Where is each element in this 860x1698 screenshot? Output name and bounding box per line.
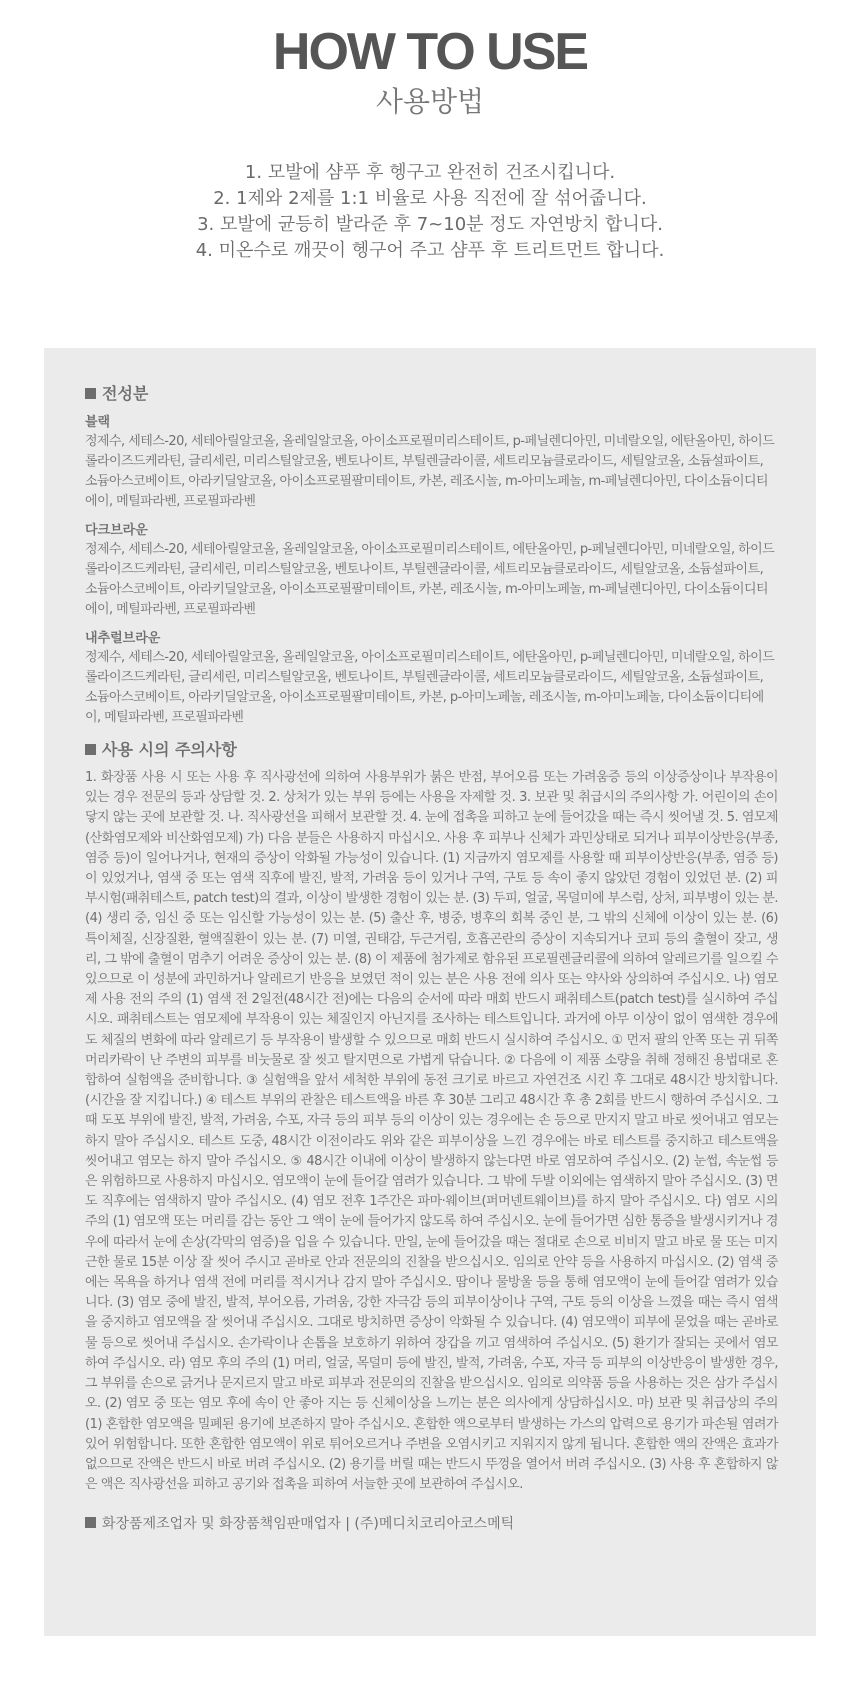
ingredients-title: 전성분 [102,384,149,403]
usage-step: 3. 모발에 균등히 발라준 후 7~10분 정도 자연방치 합니다. [197,214,663,235]
ingredients-heading [85,382,778,406]
square-bullet-icon [85,744,96,755]
ingredient-group [85,522,778,620]
usage-steps [0,160,860,264]
header [0,0,860,264]
ingredient-group [85,630,778,728]
manufacturer-text: 화장품제조업자 및 화장품책임판매업자 | (주)메디치코리아코스메틱 [102,1516,515,1533]
usage-step: 1. 모발에 샴푸 후 헹구고 완전히 건조시킵니다. [244,162,616,183]
ingredient-group-name: 블랙 [85,415,111,430]
ingredient-group-text: 정제수, 세테스-20, 세테아릴알코올, 올레일알코올, 아이소프로필미리스테이트, 에탄올아민, p-페닐렌디아민, 미네랄오일, 하이드롤라이즈드케라틴, 글리세린, 미리스틸알코올, 벤토나이트, 부틸렌글라이콜, 세트리모늄클로라이드, 세틸알코올, 소듐설파이트, 소듐아스코베이트, 아라키딜알코올, 아이소프로필팔미테이트, 카본, p-아미노페놀, 레조시놀, m-아미노페놀, 다이소듐이디티에이, 메틸파라벤, 프로필파라벤 [85,650,775,725]
ingredient-group-name: 내추럴브라운 [85,631,161,646]
caution-title: 사용 시의 주의사항 [102,740,237,759]
usage-step: 4. 미온수로 깨끗이 헹구어 주고 샴푸 후 트리트먼트 합니다. [195,240,665,261]
ingredient-group-text: 정제수, 세테스-20, 세테아릴알코올, 올레일알코올, 아이소프로필미리스테이트, p-페닐렌디아민, 미네랄오일, 에탄올아민, 하이드롤라이즈드케라틴, 글리세린, 미리스틸알코올, 벤토나이트, 부틸렌글라이콜, 세트리모늄클로라이드, 세틸알코올, 소듐설파이트, 소듐아스코베이트, 아라키딜알코올, 아이소프로필팔미테이트, 카본, 레조시놀, m-아미노페놀, m-페닐렌디아민, 다이소듐이디티에이, 메틸파라벤, 프로필파라벤 [85,434,775,509]
caution-text: 1. 화장품 사용 시 또는 사용 후 직사광선에 의하여 사용부위가 붉은 반점, 부어오름 또는 가려움증 등의 이상증상이나 부작용이 있는 경우 전문의 등과 상담할 것. 2. 상처가 있는 부위 등에는 사용을 자제할 것. 3. 보관 및 취급시의 주의사항 가. 어린이의 손이 닿지 않는 곳에 보관할 것. 나. 직사광선을 피해서 보관할 것. 4. 눈에 접촉을 피하고 눈에 들어갔을 때는 즉시 씻어낼 것. 5. 염모제(산화염모제와 비산화염모제) 가) 다음 분들은 사용하지 마십시오. 사용 후 피부나 신체가 과민상태로 되거나 피부이상반응(부종, 염증 등)이 일어나거나, 현재의 증상이 악화될 가능성이 있습니다. (1) 지금까지 염모제를 사용할 때 피부이상반응(부종, 염증 등)이 있었거나, 염색 중 또는 염색 직후에 발진, 발적, 가려움 등이 있거나 구역, 구토 등 속이 좋지 않았던 경험이 있었던 분. (2) 피부시험(패취테스트, patch test)의 결과, 이상이 발생한 경험이 있는 분. (3) 두피, 얼굴, 목덜미에 부스럼, 상처, 피부병이 있는 분. (4) 생리 중, 임신 중 또는 임신할 가능성이 있는 분. (5) 출산 후, 병중, 병후의 회복 중인 분, 그 밖의 신체에 이상이 있는 분. (6) 특이체질, 신장질환, 혈액질환이 있는 분. (7) 미열, 권태감, 두근거림, 호흡곤란의 증상이 지속되거나 코피 등의 출혈이 잦고, 생리, 그 밖에 출혈이 멈추기 어려운 증상이 있는 분. (8) 이 제품에 첨가제로 함유된 프로필렌글리콜에 의하여 알레르기를 일으킬 수 있으므로 이 성분에 과민하거나 알레르기 반응을 보였던 적이 있는 분은 사용 전에 의사 또는 약사와 상의하여 주십시오. 나) 염모제 사용 전의 주의 (1) 염색 전 2일전(48시간 전)에는 다음의 순서에 따라 매회 반드시 패취테스트(patch test)를 실시하여 주십시오. 패취테스트는 염모제에 부작용이 있는 체질인지 아닌지를 조사하는 테스트입니다. 과거에 아무 이상이 없이 염색한 경우에도 체질의 변화에 따라 알레르기 등 부작용이 발생할 수 있으므로 매회 반드시 실시하여 주십시오. ① 먼저 팔의 안쪽 또는 귀 뒤쪽 머리카락이 난 주변의 피부를 비눗물로 잘 씻고 탈지면으로 가볍게 닦습니다. ② 다음에 이 제품 소량을 취해 정해진 용법대로 혼합하여 실험액을 준비합니다. ③ 실험액을 앞서 세척한 부위에 동전 크기로 바르고 자연건조 시킨 후 그대로 48시간 방치합니다. (시간을 잘 지킵니다.) ④ 테스트 부위의 관찰은 테스트액을 바른 후 30분 그리고 48시간 후 총 2회를 반드시 행하여 주십시오. 그 때 도포 부위에 발진, 발적, 가려움, 수포, 자극 등의 피부 등의 이상이 있는 경우에는 손 등으로 만지지 말고 바로 씻어내고 염모는 하지 말아 주십시오. 테스트 도중, 48시간 이전이라도 위와 같은 피부이상을 느낀 경우에는 바로 테스트를 중지하고 테스트액을 씻어내고 염모는 하지 말아 주십시오. ⑤ 48시간 이내에 이상이 발생하지 않는다면 바로 염모하여 주십시오. (2) 눈썹, 속눈썹 등은 위험하므로 사용하지 마십시오. 염모액이 눈에 들어갈 염려가 있습니다. 그 밖에 두발 이외에는 염색하지 말아 주십시오. (3) 면도 직후에는 염색하지 말아 주십시오. (4) 염모 전후 1주간은 파마·웨이브(퍼머넨트웨이브)를 하지 말아 주십시오. 다) 염모 시의 주의 (1) 염모액 또는 머리를 감는 동안 그 액이 눈에 들어가지 않도록 하여 주십시오. 눈에 들어가면 심한 통증을 발생시키거나 경우에 따라서 눈에 손상(각막의 염증)을 입을 수 있습니다. 만일, 눈에 들어갔을 때는 절대로 손으로 비비지 말고 바로 물 또는 미지근한 물로 15분 이상 잘 씻어 주시고 곧바로 안과 전문의의 진찰을 받으십시오. 임의로 안약 등을 사용하지 마십시오. (2) 염색 중에는 목욕을 하거나 염색 전에 머리를 적시거나 감지 말아 주십시오. 땀이나 물방울 등을 통해 염모액이 눈에 들어갈 염려가 있습니다. (3) 염모 중에 발진, 발적, 부어오름, 가려움, 강한 자극감 등의 피부이상이나 구역, 구토 등의 이상을 느꼈을 때는 즉시 염색을 중지하고 염모액을 잘 씻어내 주십시오. 그대로 방치하면 증상이 악화될 수 있습니다. (4) 염모액이 피부에 묻었을 때는 곧바로 물 등으로 씻어내 주십시오. 손가락이나 손톱을 보호하기 위하여 장갑을 끼고 염색하여 주십시오. (5) 환기가 잘되는 곳에서 염모하여 주십시오. 라) 염모 후의 주의 (1) 머리, 얼굴, 목덜미 등에 발진, 발적, 가려움, 수포, 자극 등 피부의 이상반응이 발생한 경우, 그 부위를 손으로 긁거나 문지르지 말고 바로 피부과 전문의의 진찰을 받으십시오. 임의로 의약품 등을 사용하는 것은 삼가 주십시오. (2) 염모 중 또는 염모 후에 속이 안 좋아 지는 등 신체이상을 느끼는 분은 의사에게 상담하십시오. 마) 보관 및 취급상의 주의 (1) 혼합한 염모액을 밀폐된 용기에 보존하지 말아 주십시오. 혼합한 액으로부터 발생하는 가스의 압력으로 용기가 파손될 염려가 있어 위험합니다. 또한 혼합한 염모액이 위로 튀어오르거나 주변을 오염시키고 지워지지 않게 됩니다. 혼합한 액의 잔액은 효과가 없으므로 잔액은 반드시 바로 버려 주십시오. (2) 용기를 버릴 때는 반드시 뚜껑을 열어서 버려 주십시오. (3) 사용 후 혼합하지 않은 액은 직사광선을 피하고 공기와 접촉을 피하여 서늘한 곳에 보관하여 주십시오. [85,770,778,1493]
manufacturer-info [85,1513,778,1535]
page-title: HOW TO USE [272,23,588,81]
info-box [44,348,816,1636]
ingredient-group-name: 다크브라운 [85,523,148,538]
square-bullet-icon [85,1517,96,1528]
ingredient-group [85,414,778,512]
ingredient-group-text: 정제수, 세테스-20, 세테아릴알코올, 올레일알코올, 아이소프로필미리스테이트, 에탄올아민, p-페닐렌디아민, 미네랄오일, 하이드롤라이즈드케라틴, 글리세린, 미리스틸알코올, 벤토나이트, 부틸렌글라이콜, 세트리모늄클로라이드, 세틸알코올, 소듐설파이트, 소듐아스코베이트, 아라키딜알코올, 아이소프로필팔미테이트, 카본, 레조시놀, m-아미노페놀, m-페닐렌디아민, 다이소듐이디티에이, 메틸파라벤, 프로필파라벤 [85,542,775,617]
usage-step: 2. 1제와 2제를 1:1 비율로 사용 직전에 잘 섞어줍니다. [213,188,647,209]
caution-heading [85,738,778,762]
square-bullet-icon [85,388,96,399]
ingredients-list [85,414,778,728]
page-subtitle: 사용방법 [375,85,485,118]
